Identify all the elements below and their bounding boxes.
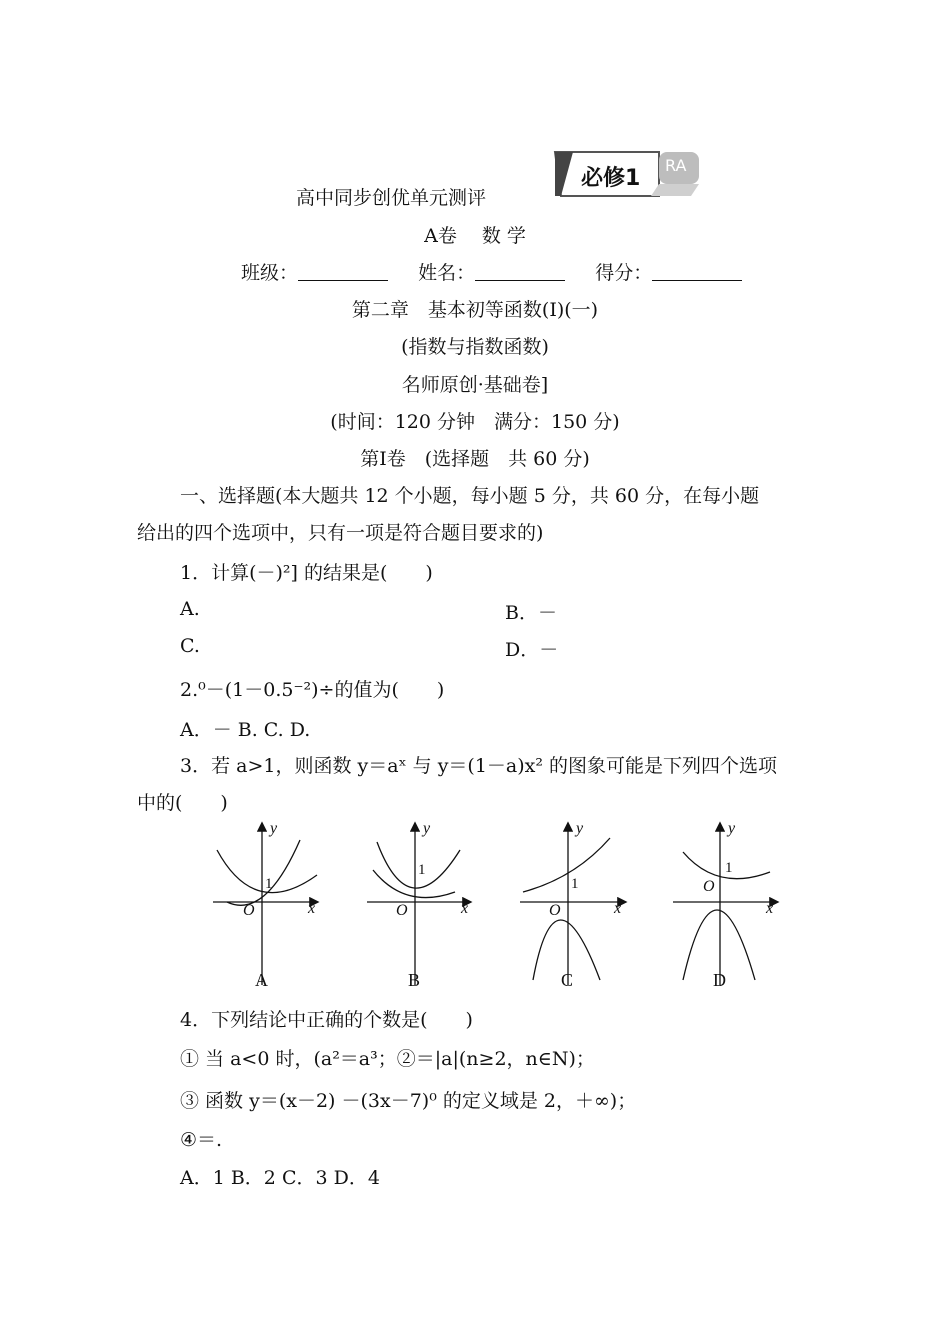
q1-option-b: B．－ (505, 602, 557, 624)
graph-b-y-label: y (423, 820, 431, 837)
name-blank[interactable] (475, 262, 565, 281)
volume-title: A卷 数 学 (424, 225, 526, 247)
graph-d-caption: D (713, 970, 726, 990)
time-info: (时间：120 分钟 满分：150 分) (330, 411, 620, 433)
graph-c-one: 1 (571, 876, 579, 892)
q4-item-4: ④＝. (180, 1129, 223, 1151)
graph-d-origin: O (703, 878, 715, 895)
q3-line-1: 3．若 a>1，则函数 y＝aˣ 与 y＝(1－a)x² 的图象可能是下列四个选项 (180, 755, 778, 777)
q1-option-d: D．－ (505, 639, 559, 661)
chapter-subtitle: (指数与指数函数) (401, 336, 549, 358)
q2-options: A．－ B. C. D. (180, 719, 311, 741)
q4-item-1-2: ① 当 a<0 时，(a²＝a³；②＝|a|(n≥2，n∈N)； (180, 1048, 595, 1070)
class-blank[interactable] (298, 262, 388, 281)
name-label: 姓名： (418, 262, 476, 284)
graph-a (213, 824, 317, 985)
q4-stem: 4．下列结论中正确的个数是( ) (180, 1009, 473, 1031)
badge-tag: RA (665, 156, 687, 175)
paper-kind: 名师原创·基础卷] (401, 374, 549, 396)
graph-b-one: 1 (418, 862, 426, 878)
graph-c (520, 824, 625, 985)
q4-options: A．1 B．2 C．3 D．4 (180, 1167, 380, 1189)
graph-a-x-label: x (308, 900, 316, 917)
graph-c-x-label: x (614, 900, 622, 917)
textbook-badge (551, 150, 701, 202)
graph-a-one: 1 (265, 876, 273, 892)
graph-a-origin: O (243, 902, 255, 919)
section-line-2: 给出的四个选项中，只有一项是符合题目要求的) (137, 522, 544, 544)
score-label: 得分： (595, 262, 653, 284)
q3-graphs-svg (205, 820, 785, 995)
graph-b (367, 824, 470, 985)
q2-stem: 2.⁰－(1－0.5⁻²)÷的值为( ) (180, 679, 445, 701)
graph-b-origin: O (396, 902, 408, 919)
q3-graphs (205, 820, 785, 995)
graph-a-caption: A (255, 970, 268, 990)
graph-b-caption: B (408, 970, 421, 990)
graph-b-x-label: x (461, 900, 469, 917)
q1-stem: 1．计算(－)²] 的结果是( ) (180, 562, 433, 584)
section-line-1: 一、选择题(本大题共 12 个小题，每小题 5 分，共 60 分，在每小题 (180, 485, 760, 507)
graph-d-x-label: x (766, 900, 774, 917)
class-label: 班级： (241, 262, 299, 284)
graph-c-caption: C (561, 970, 574, 990)
graph-c-origin: O (549, 902, 561, 919)
graph-c-y-label: y (576, 820, 584, 837)
info-fields (241, 258, 742, 285)
q3-line-2: 中的( ) (137, 792, 228, 814)
part-title: 第Ⅰ卷 (选择题 共 60 分) (360, 448, 590, 470)
badge-label: 必修1 (581, 166, 641, 191)
score-blank[interactable] (652, 262, 742, 281)
q1-option-c: C. (180, 635, 200, 657)
series-title: 高中同步创优单元测评 (296, 187, 487, 209)
graph-d-y-label: y (728, 820, 736, 837)
graph-a-y-label: y (270, 820, 278, 837)
graph-d-one: 1 (725, 860, 733, 876)
chapter-title: 第二章 基本初等函数(Ⅰ)(一) (351, 299, 599, 321)
q4-item-3: ③ 函数 y＝(x－2) －(3x－7)⁰ 的定义域是 2，＋∞)； (180, 1090, 637, 1112)
q1-option-a: A. (180, 598, 200, 620)
graph-d (673, 824, 777, 985)
